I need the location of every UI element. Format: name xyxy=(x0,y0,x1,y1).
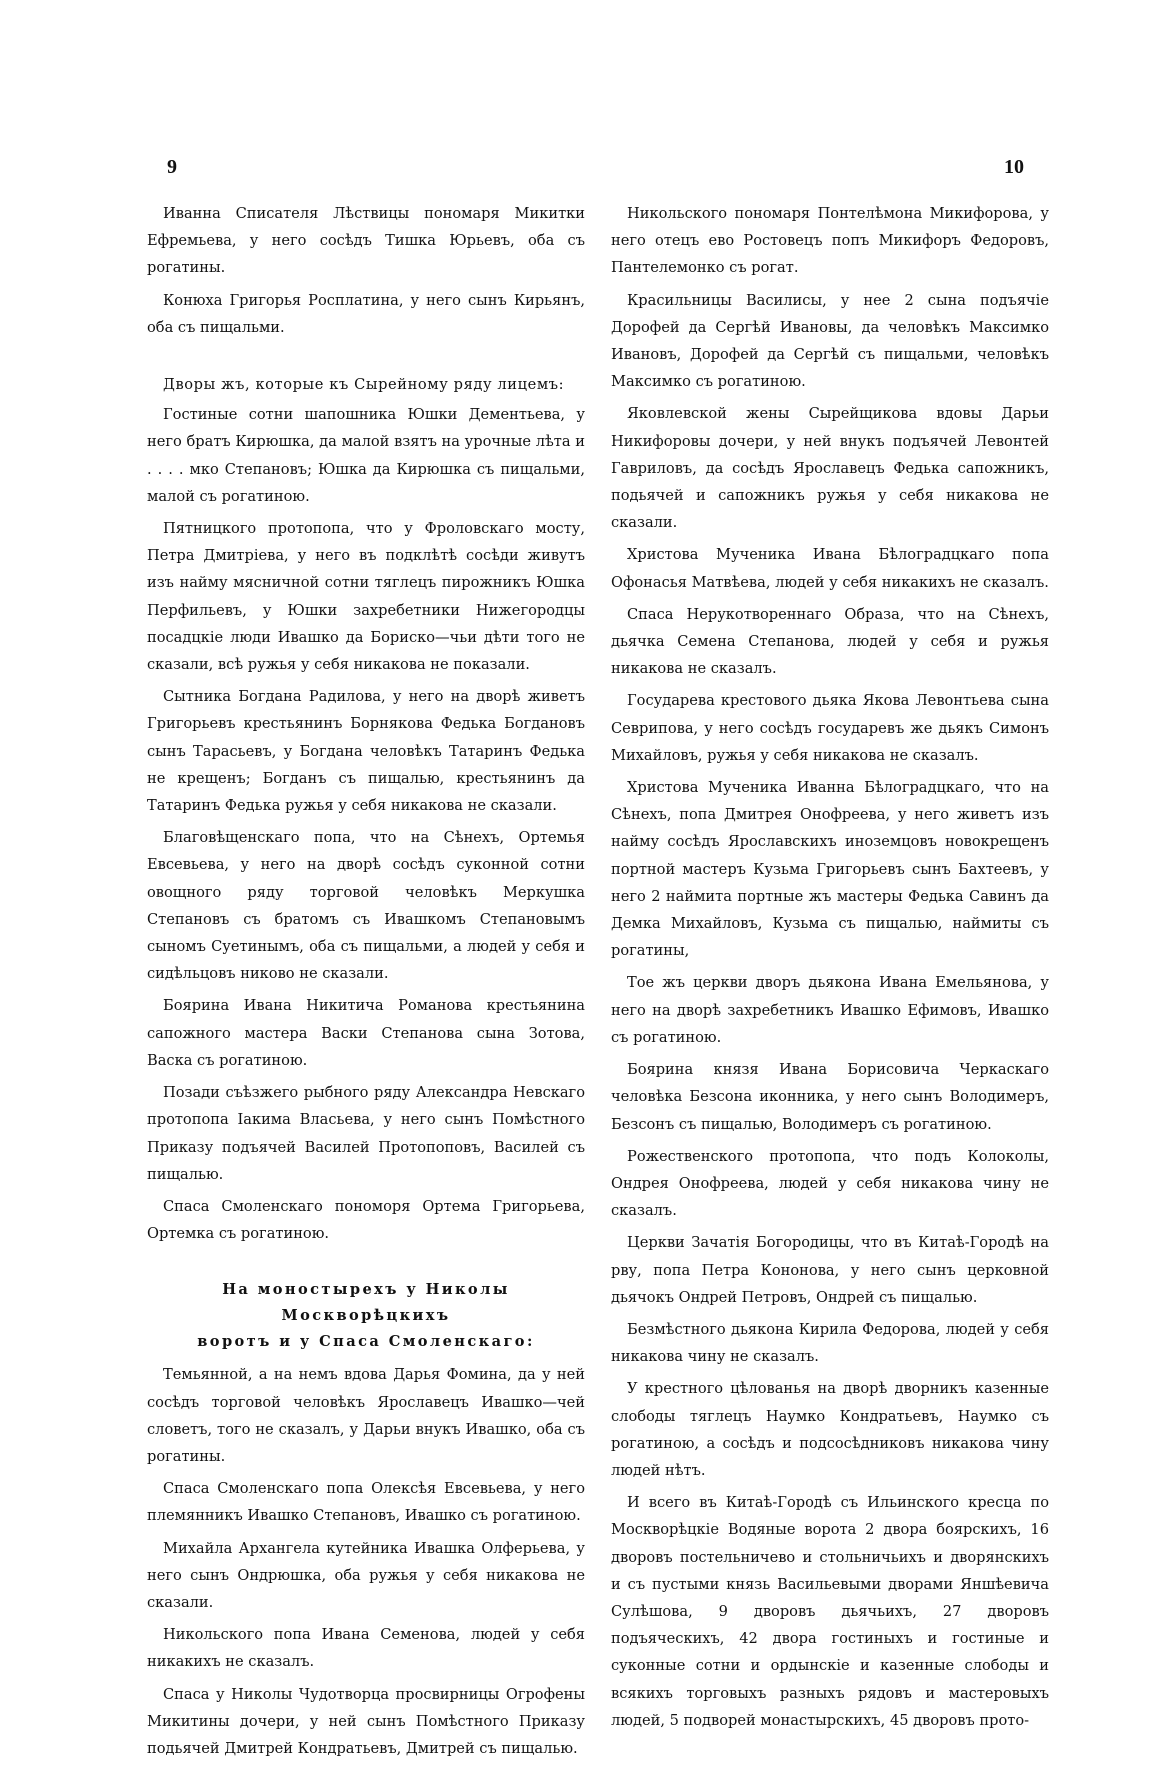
paragraph: Благовѣщенскаго попа, что на Сѣнехъ, Ортемья Евсевьева, у него на дворѣ сосѣдъ суконной сотни овощного ряду торговой человѣкъ Меркушка Степановъ съ братомъ съ Ивашкомъ Степановымъ сыномъ Суетинымъ, оба съ пищальми, а людей у себя и сидѣльцовъ никово не сказали. xyxy=(147,829,585,983)
paragraph: Пятницкого протопопа, что у Фроловскаго мосту, Петра Дмитріева, у него въ подклѣтѣ сосѣди живутъ изъ найму мясничной сотни тяглецъ пирожникъ Юшка Перфильевъ, у Юшки захребетники Нижегородцы посадцкіе люди Ивашко да Бориско—чьи дѣти того не сказали, всѣ ружья у себя никакова не показали. xyxy=(147,520,585,674)
paragraph: Позади съѣзжего рыбного ряду Александра Невскаго протопопа Іакима Власьева, у него сынъ Помѣстного Приказу подъячей Василей Протопоповъ, Василей съ пищалью. xyxy=(147,1084,585,1183)
paragraph: Михайла Архангела кутейника Ивашка Олферьева, у него сынъ Ондрюшка, оба ружья у себя никакова не сказали. xyxy=(147,1539,585,1611)
paragraph: Церкви Зачатія Богородицы, что въ Китаѣ-Городѣ на рву, попа Петра Кононова, у него сынъ церковной дьячокъ Ондрей Петровъ, Ондрей съ пищалью. xyxy=(611,1234,1049,1306)
page-number-left: 9 xyxy=(167,156,177,178)
page-number-right: 10 xyxy=(1004,156,1024,178)
paragraph: Иванна Списателя Лѣствицы пономаря Микитки Ефремьева, у него сосѣдъ Тишка Юрьевъ, оба съ рогатины. xyxy=(147,205,585,277)
paragraph: Боярина князя Ивана Борисовича Черкаскаго человѣка Безсона иконника, у него сынъ Володимеръ, Безсонъ съ пищалью, Володимеръ съ рогатиною. xyxy=(611,1061,1049,1133)
left-column xyxy=(147,200,585,1767)
paragraph: Безмѣстного дьякона Кирила Федорова, людей у себя никакова чину не сказалъ. xyxy=(611,1320,1049,1366)
paragraph: Гостиные сотни шапошника Юшки Дементьева, у него братъ Кирюшка, да малой взятъ на урочные лѣта и . . . . мко Степановъ; Юшка да Кирюшка съ пищальми, малой съ рогатиною. xyxy=(147,406,585,505)
paragraph: Красильницы Василисы, у нее 2 сына подъячіе Дорофей да Сергѣй Ивановы, да человѣкъ Максимко Ивановъ, Дорофей да Сергѣй съ пищальми, человѣкъ Максимко съ рогатиною. xyxy=(611,291,1049,391)
paragraph: Никольского пономаря Понтелѣмона Микифорова, у него отецъ ево Ростовецъ попъ Микифоръ Федоровъ, Пантелемонко съ рогат. xyxy=(611,205,1049,277)
paragraph: Спаса Смоленскаго пономоря Ортема Григорьева, Ортемка съ рогатиною. xyxy=(147,1197,585,1243)
paragraph: Спаса Смоленскаго попа Олексѣя Евсевьева, у него племянникъ Ивашко Степановъ, Ивашко съ рогатиною. xyxy=(147,1480,585,1525)
section-heading-centered xyxy=(147,1277,585,1355)
paragraph: Темьянной, а на немъ вдова Дарья Фомина, да у ней сосѣдъ торговой человѣкъ Ярославецъ Ивашко—чей словетъ, того не сказалъ, у Дарьи внукъ Ивашко, оба съ рогатины. xyxy=(147,1366,585,1465)
paragraph: И всего въ Китаѣ-Городѣ съ Ильинского кресца по Москворѣцкіе Водяные ворота 2 двора боярскихъ, 16 дворовъ постельничево и стольничьихъ и дворянскихъ и съ пустыми князь Васильевыми дворами Яншѣевича Сулѣшова, 9 дворовъ дьячьихъ, 27 дворовъ подъяческихъ, 42 двора гостиныхъ и гостиные и суконные сотни и ордынскіе и казенные слободы и всякихъ торговыхъ разныхъ рядовъ и мастеровыхъ людей, 5 подворей монастырскихъ, 45 дворовъ прото- xyxy=(611,1494,1049,1729)
paragraph: Спаса у Николы Чудотворца просвирницы Огрофены Микитины дочери, у ней сынъ Помѣстного Приказу подьячей Дмитрей Кондратьевъ, Дмитрей съ пищалью. xyxy=(147,1685,585,1757)
paragraph: Сытника Богдана Радилова, у него на дворѣ живетъ Григорьевъ крестьянинъ Борнякова Федька Богдановъ сынъ Тарасьевъ, у Богдана человѣкъ Татаринъ Федька не крещенъ; Богданъ съ пищалью, крестьянинъ да Татаринъ Федька ружья у себя никакова не сказали. xyxy=(147,688,585,815)
heading-line-2: воротъ и у Спаса Смоленскаго: xyxy=(197,1333,535,1351)
paragraph: Рожественского протопопа, что подъ Колоколы, Ондрея Онофреева, людей у себя никакова чину не сказалъ. xyxy=(611,1147,1049,1220)
paragraph: Яковлевской жены Сырейщикова вдовы Дарьи Никифоровы дочери, у ней внукъ подъячей Левонтей Гавриловъ, да сосѣдъ Ярославецъ Федька сапожникъ, подьячей и сапожникъ ружья у себя никакова не сказали. xyxy=(611,405,1049,532)
paragraph: Конюха Григорья Росплатина, у него сынъ Кирьянъ, оба съ пищальми. xyxy=(147,291,585,336)
paragraph: Спаса Нерукотвореннаго Образа, что на Сѣнехъ, дьячка Семена Степанова, людей у себя и ружья никакова не сказалъ. xyxy=(611,605,1049,678)
section-heading: Дворы жъ, которые къ Сырейному ряду лицемъ: xyxy=(163,376,565,394)
right-column xyxy=(611,200,1049,1739)
paragraph: Христова Мученика Ивана Бѣлоградцкаго попа Офонасья Матвѣева, людей у себя никакихъ не сказалъ. xyxy=(611,546,1049,591)
paragraph: Государева крестового дьяка Якова Левонтьева сына Севрипова, у него сосѣдъ государевъ же дьякъ Симонъ Михайловъ, ружья у себя никакова не сказалъ. xyxy=(611,692,1049,764)
paragraph: Тое жъ церкви дворъ дьякона Ивана Емельянова, у него на дворѣ захребетникъ Ивашко Ефимовъ, Ивашко съ рогатиною. xyxy=(611,974,1049,1046)
paragraph: Боярина Ивана Никитича Романова крестьянина сапожного мастера Васки Степанова сына Зотова, Васка съ рогатиною. xyxy=(147,997,585,1069)
paragraph: У крестного цѣлованья на дворѣ дворникъ казенные слободы тяглецъ Наумко Кондратьевъ, Наумко съ рогатиною, а сосѣдъ и подсосѣдниковъ никакова чину людей нѣтъ. xyxy=(611,1380,1049,1479)
heading-line-1: На моностырехъ у Николы Москворѣцкихъ xyxy=(222,1281,510,1325)
paragraph: Никольского попа Ивана Семенова, людей у себя никакихъ не сказалъ. xyxy=(147,1626,585,1671)
paragraph: Христова Мученика Иванна Бѣлоградцкаго, что на Сѣнехъ, попа Дмитрея Онофреева, у него живетъ изъ найму сосѣдъ Ярославскихъ иноземцовъ новокрещенъ портной мастеръ Кузьма Григорьевъ сынъ Бахтеевъ, у него 2 наймита портные жъ мастеры Федька Савинъ да Демка Михайловъ, Кузьма съ пищалью, наймиты съ рогатины, xyxy=(611,779,1049,960)
